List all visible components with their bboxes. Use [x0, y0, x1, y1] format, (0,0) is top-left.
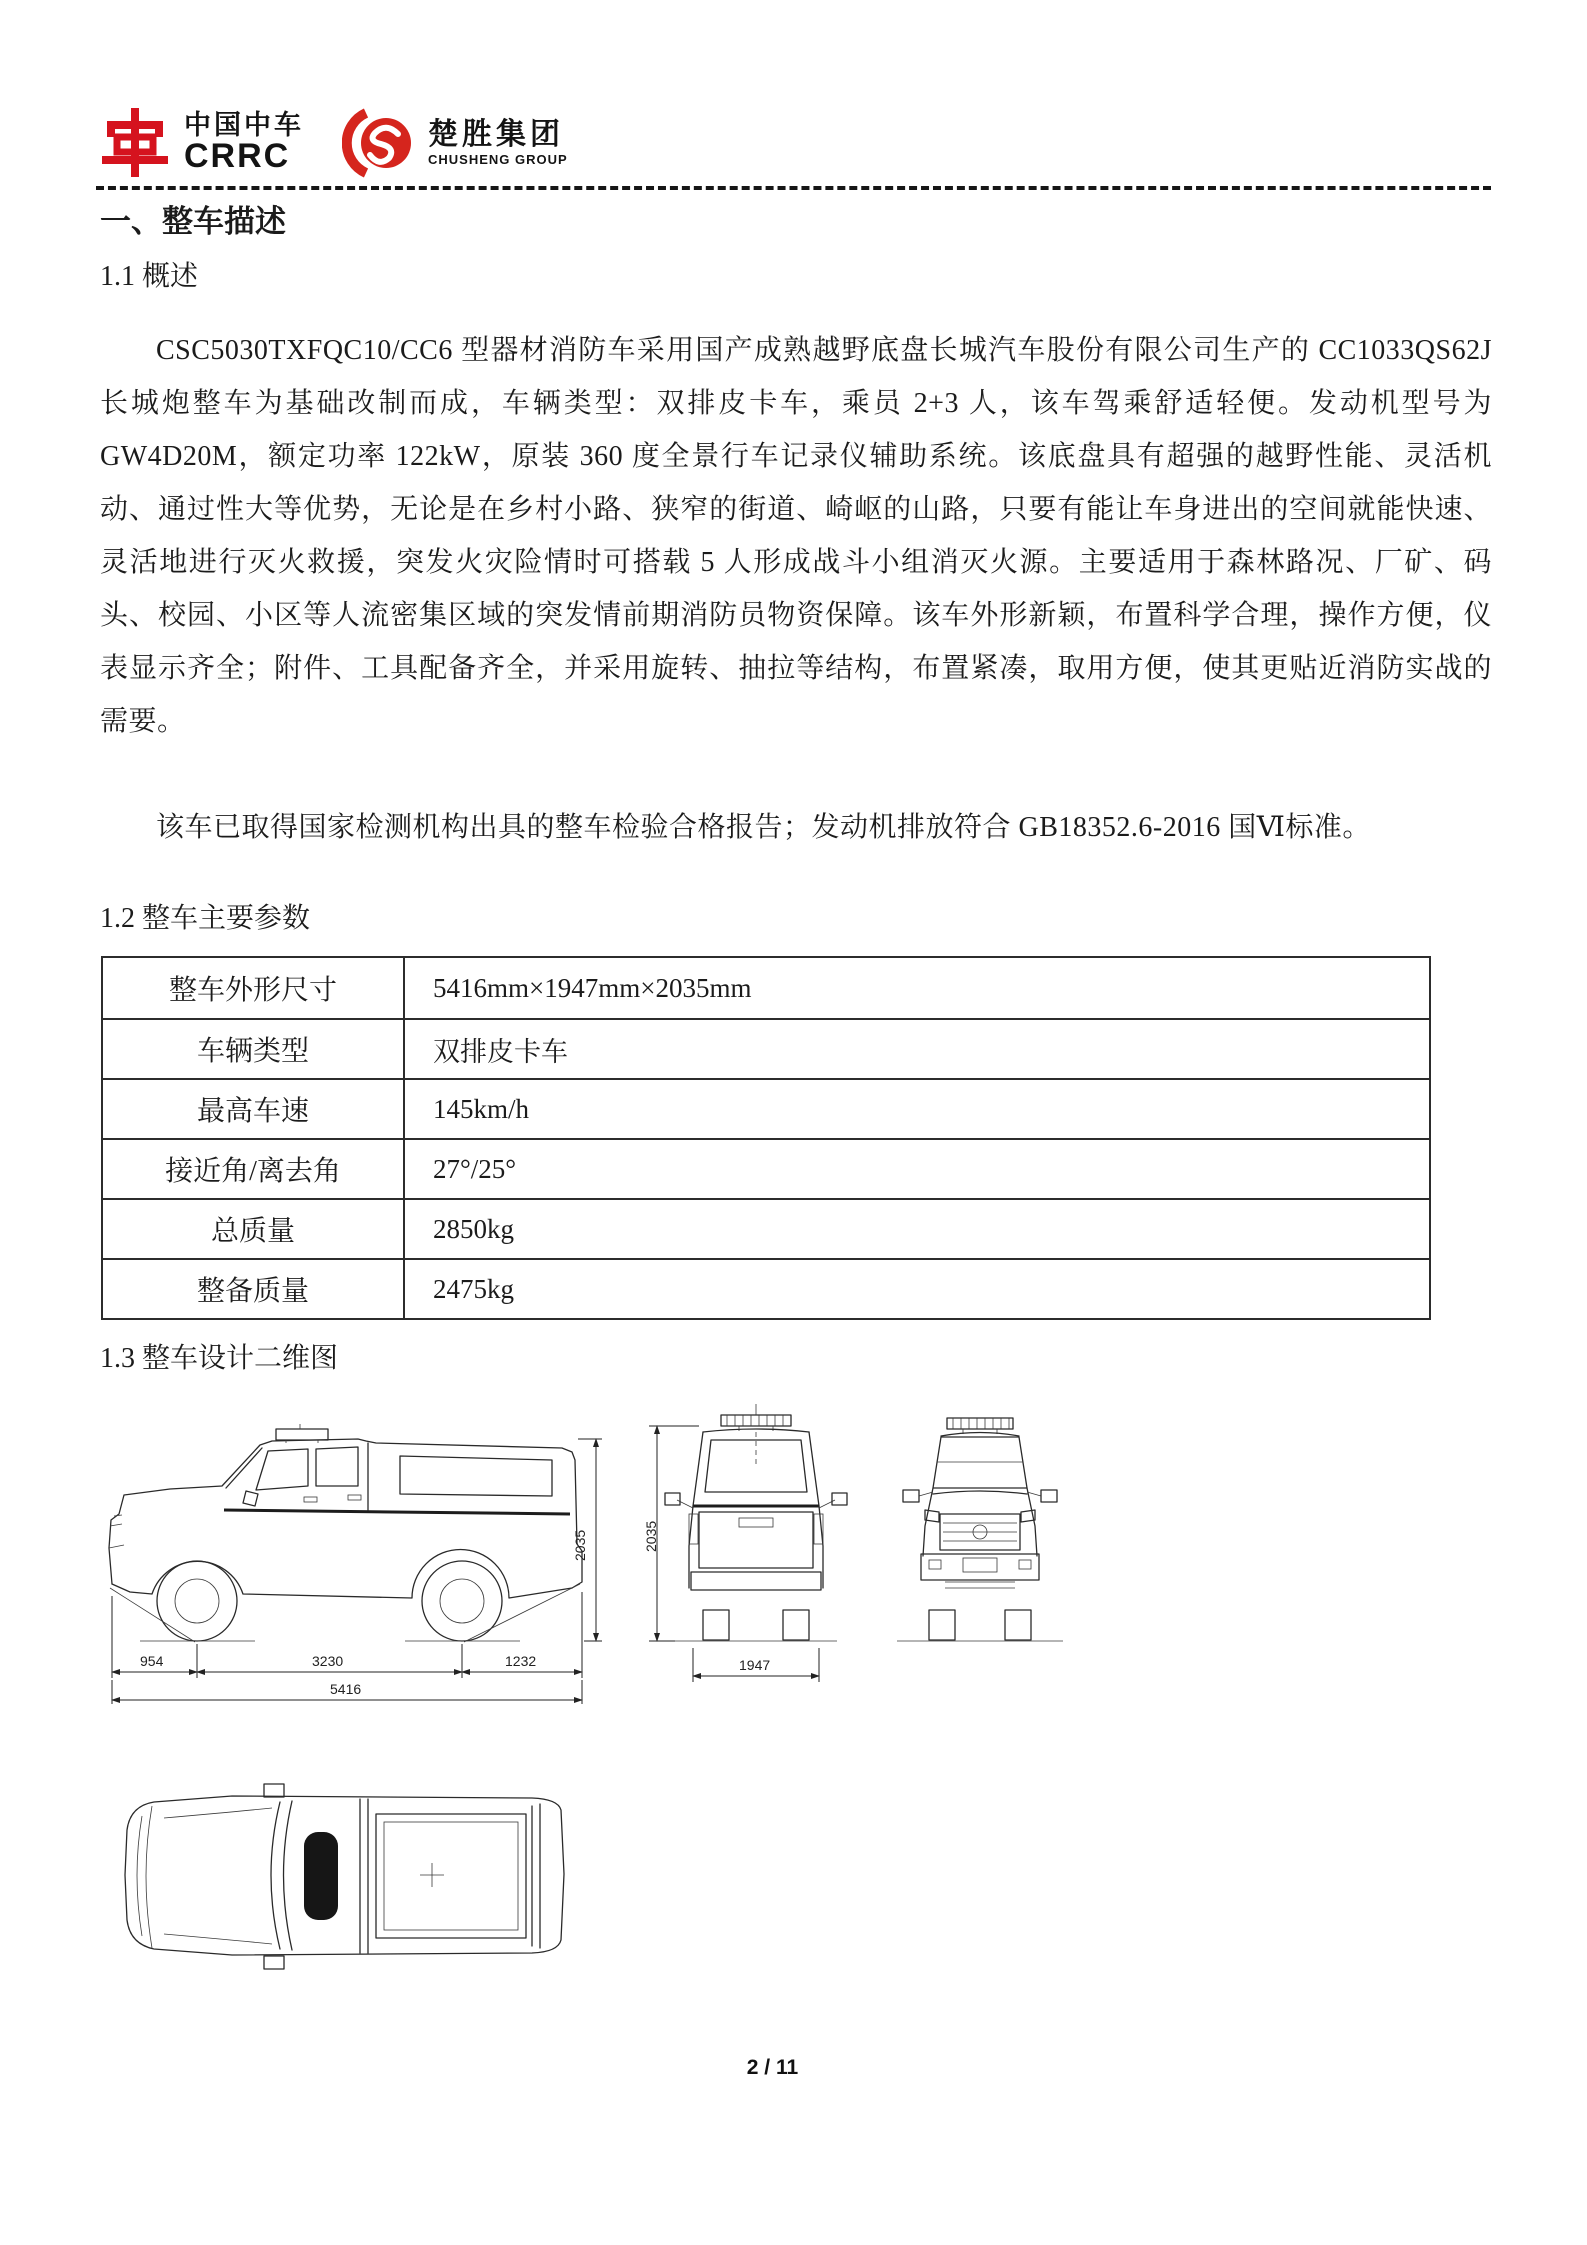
top-view-container	[112, 1744, 572, 2012]
side-view-drawing	[100, 1396, 605, 1714]
crrc-logo-icon	[100, 108, 170, 178]
chusheng-logo-cn: 楚胜集团	[428, 117, 564, 151]
spec-label: 最高车速	[103, 1080, 405, 1138]
paragraph-overview: CSC5030TXFQC10/CC6 型器材消防车采用国产成熟越野底盘长城汽车股份有限公司生产的 CC1033QS62J 长城炮整车为基础改制而成，车辆类型：双排皮卡车，乘员 2+3 人，该车驾乘舒适轻便。发动机型号为 GW4D20M，额定功率 122kW，原装 360 度全景行车记录仪辅助系统。该底盘具有超强的越野性能、灵活机动、通过性大等优势，无论是在乡村小路、狭窄的街道、崎岖的山路，只要有能让车身进出的空间就能快速、灵活地进行灭火救援，突发火灾险情时可搭载 5 人形成战斗小组消灭火源。主要适用于森林路况、厂矿、码头、校园、小区等人流密集区域的突发情前期消防员物资保障。该车外形新颖，布置科学合理，操作方便，仪表显示齐全；附件、工具配备齐全，并采用旋转、抽拉等结构，布置紧凑，取用方便，使其更贴近消防实战的需要。	[100, 335, 1492, 737]
dim-height-side-label: 2035	[572, 1529, 588, 1561]
chusheng-logo-en: CHUSHENG GROUP	[428, 152, 568, 168]
table-row	[103, 1078, 1429, 1138]
table-row	[103, 1198, 1429, 1258]
dim-wheelbase-label: 3230	[312, 1653, 344, 1669]
spec-table	[101, 956, 1431, 1320]
spec-label: 整车外形尺寸	[103, 958, 405, 1018]
table-row	[103, 1018, 1429, 1078]
crrc-logo-cn: 中国中车	[184, 109, 304, 140]
subsection-1-3-heading: 1.3 整车设计二维图	[100, 1343, 339, 1374]
table-row	[103, 1138, 1429, 1198]
crrc-logo-en: CRRC	[184, 137, 291, 176]
subsection-1-2-heading: 1.2 整车主要参数	[100, 903, 311, 934]
vehicle-drawings	[100, 1396, 1078, 1714]
table-row	[103, 958, 1429, 1018]
top-view-drawing	[112, 1744, 572, 2012]
section-title: 一、整车描述	[100, 204, 286, 239]
dim-front-overhang-label: 954	[140, 1653, 164, 1669]
dim-height-rear-label: 2035	[643, 1520, 659, 1552]
spec-value: 145km/h	[433, 1093, 530, 1124]
page-header	[100, 108, 568, 178]
spec-label: 接近角/离去角	[103, 1140, 405, 1198]
spec-label: 车辆类型	[103, 1020, 405, 1078]
spec-value: 5416mm×1947mm×2035mm	[433, 972, 752, 1003]
page-number: 2 / 11	[746, 2056, 799, 2079]
paragraph-certification: 该车已取得国家检测机构出具的整车检验合格报告；发动机排放符合 GB18352.6-2016 国Ⅵ标准。	[156, 812, 1371, 843]
subsection-1-1-heading: 1.1 概述	[100, 261, 199, 292]
table-row	[103, 1258, 1429, 1318]
spec-value: 2850kg	[433, 1213, 514, 1244]
chusheng-logo-icon	[342, 108, 414, 178]
spec-value: 双排皮卡车	[433, 1036, 568, 1067]
dim-rear-overhang-label: 1232	[505, 1653, 537, 1669]
crrc-logo	[100, 108, 304, 178]
header-divider	[96, 186, 1491, 190]
chusheng-logo	[342, 108, 568, 178]
dim-length-label: 5416	[330, 1681, 362, 1697]
rear-view-drawing	[639, 1396, 849, 1714]
dim-width-label: 1947	[739, 1657, 771, 1673]
spec-value: 2475kg	[433, 1273, 514, 1304]
front-view-drawing	[883, 1396, 1078, 1714]
spec-value: 27°/25°	[433, 1153, 517, 1184]
spec-label: 整备质量	[103, 1260, 405, 1318]
spec-label: 总质量	[103, 1200, 405, 1258]
